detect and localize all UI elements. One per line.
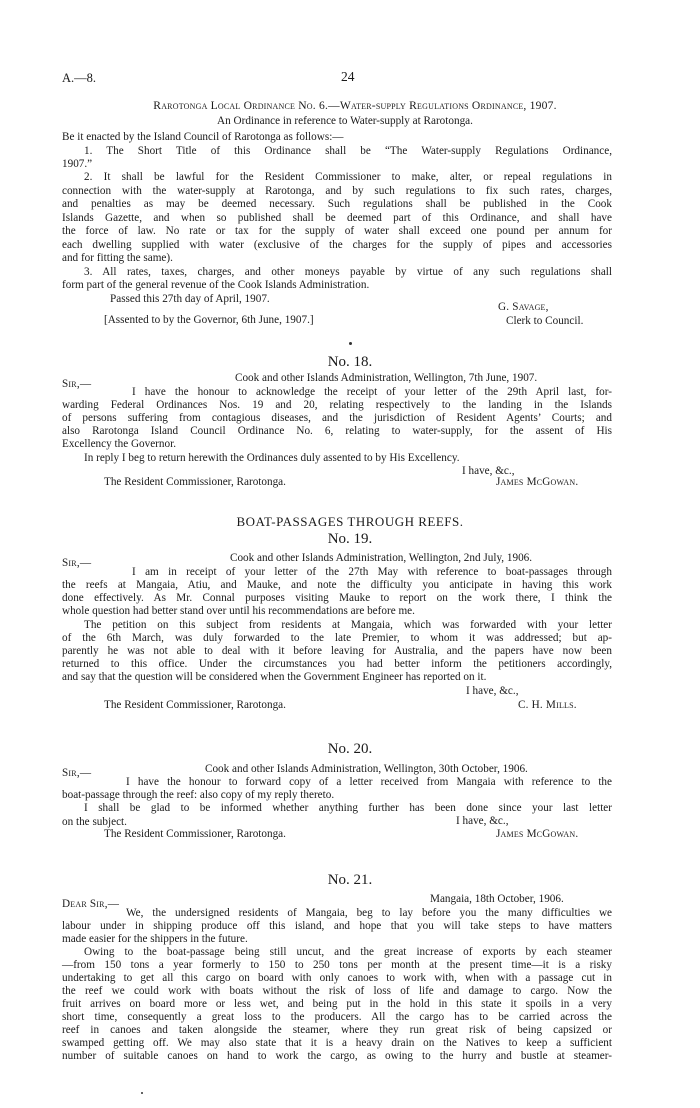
letter-line: Owing to the boat-passage being still uncut, and the great increase of exports by each steamer [84, 946, 612, 958]
section-title: BOAT-PASSAGES THROUGH REEFS. [236, 514, 464, 529]
letter-line: I shall be glad to be informed whether anything further has been done since your last letter [84, 802, 612, 814]
letter-line: on the subject. [62, 816, 127, 828]
salutation: Dear Sir,— [62, 898, 120, 910]
scan-speck [141, 1092, 143, 1094]
letter-line: done effectively. As Mr. Connal purposes visiting Mauke to report on the work there, I think the [62, 592, 612, 604]
letter-heading: No. 21. [327, 872, 373, 888]
letter-line: In reply I beg to return herewith the Ordinances duly assented to by His Excellency. [84, 452, 460, 464]
ordinance-para2-line: and penalties as may be deemed necessary. Such regulations shall be published in the Cook [62, 198, 612, 210]
letter-line: short time, consequently a great loss to the producers. All the cargo has to be carried across the [62, 1011, 612, 1023]
ordinance-signatory: G. Savage, [498, 301, 549, 313]
letter-line: number of suitable canoes on hand to work the cargo, as owing to the hurry and bustle at steamer- [62, 1050, 612, 1062]
letter-line: swamped getting off. We may also state that it is a heavy drain on the Natives to keep a sufficient [62, 1037, 612, 1049]
letter-line: I am in receipt of your letter of the 27th May with reference to boat-passages through [132, 566, 612, 578]
letter-line: the reefs at Mangaia, Atiu, and Mauke, and note the difficulty you anticipate in having this work [62, 579, 612, 591]
place-date: Mangaia, 18th October, 1906. [430, 893, 564, 905]
assent-note: [Assented to by the Governor, 6th June, 1907.] [104, 314, 314, 326]
closing: I have, &c., [456, 815, 509, 827]
letter-line: also Rarotonga Island Council Ordinance No. 6, relating to water-supply, for the assent of His [62, 425, 612, 437]
ordinance-para2-line: and for fitting the same). [62, 252, 173, 264]
signatory-role: Clerk to Council. [506, 315, 584, 327]
ordinance-para2-line: 2. It shall be lawful for the Resident Commissioner to make, alter, or repeal regulations in [84, 171, 612, 183]
letter-line: reef in canoes and taken alongside the steamer, where they run great risk of being capsized or [62, 1024, 612, 1036]
enacting-clause: Be it enacted by the Island Council of Rarotonga as follows:— [62, 131, 344, 143]
letter-heading: No. 18. [327, 354, 373, 370]
ordinance-subtitle: An Ordinance in reference to Water-supply at Rarotonga. [217, 115, 473, 127]
letter-line: labour under in shipping produce off this island, and hope that you will take steps to have matters [62, 920, 612, 932]
ordinance-para1-line: 1907.” [62, 158, 93, 170]
letter-line: I have the honour to forward copy of a letter received from Mangaia with reference to the [126, 776, 612, 788]
letter-line: We, the undersigned residents of Mangaia, beg to lay before you the many difficulties we [126, 907, 612, 919]
page-number: 24 [341, 69, 355, 84]
signature: James McGowan. [496, 476, 579, 488]
letter-line: Excellency the Governor. [62, 438, 177, 450]
place-date: Cook and other Islands Administration, Wellington, 2nd July, 1906. [230, 552, 533, 564]
letter-line: made easier for the shippers in the future. [62, 933, 248, 945]
ordinance-para2-line: connection with the water-supply at Rarotonga, and by such regulations to fix such rates, charges, [62, 185, 612, 197]
addressee: The Resident Commissioner, Rarotonga. [104, 476, 286, 488]
letter-line: and say that the question will be considered when the Government Engineer has reported on it. [62, 671, 487, 683]
letter-heading: No. 20. [327, 741, 373, 757]
letter-line: boat-passage through the reef: also copy of my reply thereto. [62, 789, 335, 801]
signature: C. H. Mills. [518, 699, 577, 711]
letter-line: returned to this office. Under the circumstances you had better inform the petitioners accordingly, [62, 658, 612, 670]
letter-line: fruit arrives on board more or less wet, and being put in the hold in this state it spoils in a very [62, 998, 612, 1010]
place-date: Cook and other Islands Administration, Wellington, 7th June, 1907. [235, 372, 538, 384]
letter-line: —from 150 tons a year formerly to 150 to 250 tons per month at the present time—it is a risky [62, 959, 612, 971]
ordinance-para2-line: each dwelling supplied with water (exclusive of the charges for the supply of pipes and accessories [62, 239, 612, 251]
ordinance-para2-line: the force of law. No rate or tax for the supply of water shall exceed one pound per annum for [62, 225, 612, 237]
salutation: Sir,— [62, 767, 92, 779]
passed-date: Passed this 27th day of April, 1907. [110, 293, 270, 305]
closing: I have, &c., [466, 685, 519, 697]
place-date: Cook and other Islands Administration, Wellington, 30th October, 1906. [205, 763, 528, 775]
letter-heading: No. 19. [327, 531, 373, 547]
letter-line: warding Federal Ordinances Nos. 19 and 20, relating respectively to the landing in the Islands [62, 399, 612, 411]
letter-line: parently he was not able to deal with it before leaving for Australia, and the papers have now been [62, 645, 612, 657]
separator-dot [349, 342, 352, 345]
document-reference: A.—8. [62, 71, 97, 85]
addressee: The Resident Commissioner, Rarotonga. [104, 828, 286, 840]
letter-line: whole question had better stand over until his recommendations are before me. [62, 605, 415, 617]
letter-line: The petition on this subject from residents at Mangaia, which was forwarded with your letter [84, 619, 612, 631]
addressee: The Resident Commissioner, Rarotonga. [104, 699, 286, 711]
letter-line: undertaking to get all this cargo on board with only canoes to work with, when with a passage cut in [62, 972, 612, 984]
ordinance-para3-line: form part of the general revenue of the Cook Islands Administration. [62, 279, 370, 291]
letter-line: I have the honour to acknowledge the receipt of your letter of the 29th April last, for- [132, 386, 612, 398]
ordinance-para1-line: 1. The Short Title of this Ordinance shall be “The Water-supply Regulations Ordinance, [84, 145, 612, 157]
signature: James McGowan. [496, 828, 579, 840]
letter-line: of persons suffering from contagious diseases, and the jurisdiction of Resident Agents’ Courts; and [62, 412, 612, 424]
salutation: Sir,— [62, 557, 92, 569]
salutation: Sir,— [62, 378, 92, 390]
ordinance-para3-line: 3. All rates, taxes, charges, and other moneys payable by virtue of any such regulations shall [84, 266, 612, 278]
letter-line: of the 6th March, was duly forwarded to the late Premier, to whom it was addressed; but ap- [62, 632, 612, 644]
ordinance-para2-line: Islands Gazette, and when so published shall be deemed part of this Ordinance, and shall have [62, 212, 612, 224]
letter-line: the reef we could work with boats without the risk of loss of life and damage to cargo. Now the [62, 985, 612, 997]
closing: I have, &c., [462, 465, 515, 477]
ordinance-title: Rarotonga Local Ordinance No. 6.—Water-supply Regulations Ordinance, 1907. [153, 99, 557, 112]
